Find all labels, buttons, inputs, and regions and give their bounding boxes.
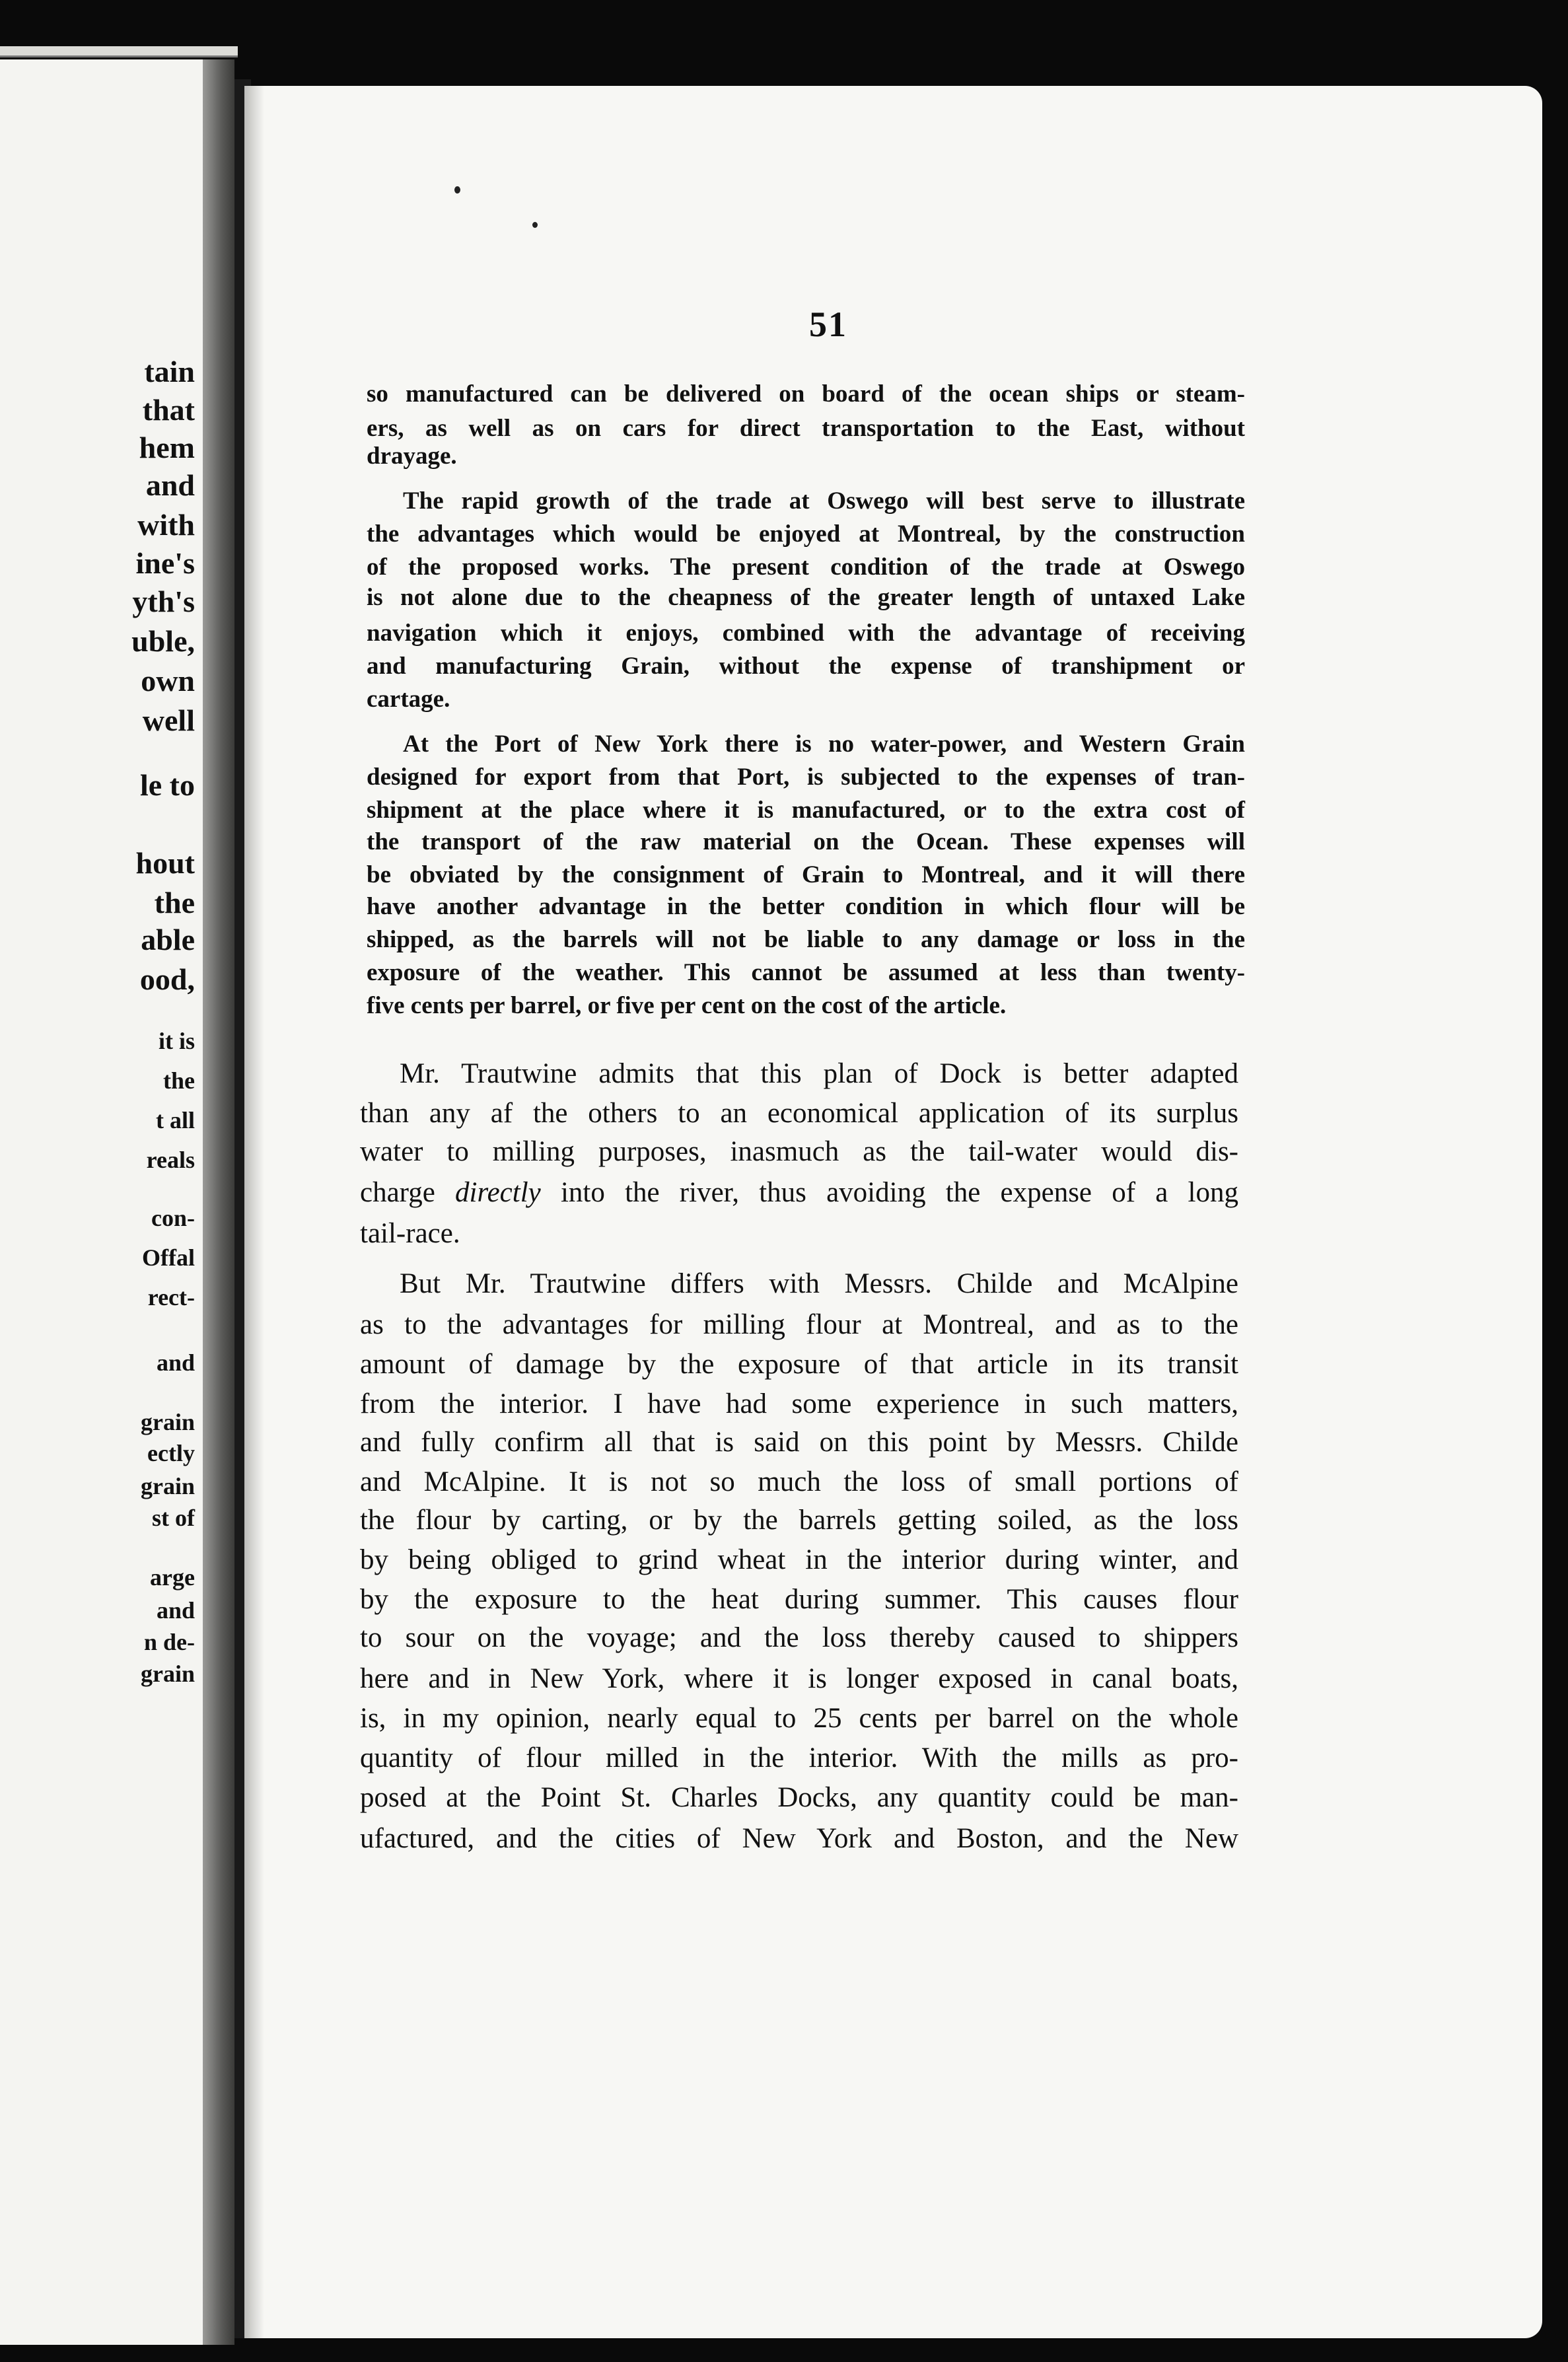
previous-page-line: own bbox=[141, 664, 195, 698]
body-text-line: Mr. Trautwine admits that this plan of Dock is better adapted bbox=[400, 1058, 1238, 1089]
body-text-line: by the exposure to the heat during summer. This causes flour bbox=[360, 1584, 1238, 1615]
body-text-line: the flour by carting, or by the barrels getting soiled, as the loss bbox=[360, 1505, 1238, 1536]
previous-page-line: that bbox=[142, 393, 195, 427]
previous-page-line: grain bbox=[140, 1661, 195, 1687]
quoted-passage-line: ers, as well as on cars for direct transportation to the East, without bbox=[367, 415, 1245, 442]
previous-page-line: yth's bbox=[132, 585, 195, 618]
previous-page-line: it is bbox=[158, 1028, 195, 1054]
quoted-passage-line: is not alone due to the cheapness of the greater length of untaxed Lake bbox=[367, 584, 1245, 611]
body-text-line: tail-race. bbox=[360, 1218, 460, 1249]
previous-page-line: grain bbox=[140, 1409, 195, 1435]
body-text-line: amount of damage by the exposure of that article in its transit bbox=[360, 1349, 1238, 1380]
quoted-passage-line: the transport of the raw material on the Ocean. These expenses will bbox=[367, 828, 1245, 855]
previous-page-line: reals bbox=[146, 1147, 195, 1173]
previous-page-line: and bbox=[156, 1597, 195, 1624]
binding-shadow bbox=[203, 59, 234, 2345]
previous-page-line: the bbox=[163, 1067, 195, 1094]
quoted-passage-line: of the proposed works. The present condition of the trade at Oswego bbox=[367, 554, 1245, 581]
body-text-line: charge directly into the river, thus avoiding the expense of a long bbox=[360, 1177, 1238, 1208]
body-text-line: and fully confirm all that is said on this point by Messrs. Childe bbox=[360, 1427, 1238, 1458]
previous-page-line: with bbox=[137, 508, 195, 542]
previous-page-line: and bbox=[145, 468, 195, 502]
ink-speck bbox=[532, 222, 538, 228]
quoted-passage-line: designed for export from that Port, is subjected to the expenses of tran- bbox=[367, 764, 1245, 791]
ink-speck bbox=[454, 186, 460, 194]
previous-page-line: hout bbox=[135, 846, 195, 880]
previous-page-line: uble, bbox=[131, 624, 195, 658]
previous-page-line: the bbox=[154, 886, 195, 919]
body-text-line: as to the advantages for milling flour at Montreal, and as to the bbox=[360, 1309, 1238, 1340]
previous-page-line: well bbox=[142, 703, 195, 737]
previous-page-line: le to bbox=[139, 768, 195, 802]
previous-page-line: arge bbox=[150, 1564, 195, 1591]
quoted-passage-line: five cents per barrel, or five per cent on the cost of the article. bbox=[367, 992, 1007, 1019]
body-text-line: by being obliged to grind wheat in the interior during winter, and bbox=[360, 1544, 1238, 1575]
previous-page-line: ectly bbox=[147, 1440, 195, 1466]
previous-page-line: Offal bbox=[142, 1244, 195, 1271]
previous-page-line: grain bbox=[140, 1473, 195, 1499]
body-text-line: posed at the Point St. Charles Docks, any quantity could be man- bbox=[360, 1782, 1238, 1813]
quoted-passage-line: drayage. bbox=[367, 443, 457, 470]
previous-page-line: tain bbox=[144, 355, 195, 388]
quoted-passage-line: navigation which it enjoys, combined with the advantage of receiving bbox=[367, 620, 1245, 647]
book-edge bbox=[0, 46, 238, 57]
quoted-passage-line: At the Port of New York there is no water-power, and Western Grain bbox=[403, 731, 1245, 758]
previous-page-line: and bbox=[156, 1349, 195, 1376]
previous-page-line: hem bbox=[139, 431, 195, 464]
quoted-passage-line: the advantages which would be enjoyed at Montreal, by the construction bbox=[367, 520, 1245, 548]
body-text-line: from the interior. I have had some experience in such matters, bbox=[360, 1388, 1238, 1419]
previous-page-line: ine's bbox=[135, 546, 195, 580]
quoted-passage-line: cartage. bbox=[367, 686, 450, 713]
quoted-passage-line: shipped, as the barrels will not be liable to any damage or loss in the bbox=[367, 926, 1245, 953]
previous-page-line: st of bbox=[152, 1505, 195, 1531]
previous-page-line: ood, bbox=[139, 962, 195, 996]
previous-page-line: able bbox=[141, 923, 195, 956]
previous-page-line: con- bbox=[151, 1205, 195, 1231]
body-text-line: But Mr. Trautwine differs with Messrs. Childe and McAlpine bbox=[400, 1268, 1238, 1299]
quoted-passage-line: and manufacturing Grain, without the expense of transhipment or bbox=[367, 653, 1245, 680]
page-number: 51 bbox=[809, 304, 847, 344]
quoted-passage-line: be obviated by the consignment of Grain to Montreal, and it will there bbox=[367, 861, 1245, 888]
quoted-passage-line: The rapid growth of the trade at Oswego will best serve to illustrate bbox=[403, 487, 1245, 515]
body-text-line: than any af the others to an economical application of its surplus bbox=[360, 1098, 1238, 1129]
previous-page bbox=[0, 59, 234, 2345]
previous-page-line: t all bbox=[156, 1107, 195, 1133]
previous-page-line: n de- bbox=[143, 1629, 195, 1655]
quoted-passage-line: shipment at the place where it is manufactured, or to the extra cost of bbox=[367, 797, 1245, 824]
quoted-passage-line: have another advantage in the better condition in which flour will be bbox=[367, 893, 1245, 920]
body-text-line: water to milling purposes, inasmuch as the tail-water would dis- bbox=[360, 1136, 1238, 1167]
body-text-line: and McAlpine. It is not so much the loss of small portions of bbox=[360, 1466, 1238, 1497]
body-text-line: to sour on the voyage; and the loss thereby caused to shippers bbox=[360, 1622, 1238, 1653]
quoted-passage-line: exposure of the weather. This cannot be assumed at less than twenty- bbox=[367, 959, 1245, 986]
quoted-passage-line: so manufactured can be delivered on board of the ocean ships or steam- bbox=[367, 380, 1245, 408]
body-text-line: is, in my opinion, nearly equal to 25 cents per barrel on the whole bbox=[360, 1703, 1238, 1734]
previous-page-line: rect- bbox=[147, 1284, 195, 1310]
body-text-line: ufactured, and the cities of New York and Boston, and the New bbox=[360, 1823, 1238, 1854]
spine-shade bbox=[244, 86, 264, 2338]
body-text-line: here and in New York, where it is longer exposed in canal boats, bbox=[360, 1663, 1238, 1694]
body-text-line: quantity of flour milled in the interior. With the mills as pro- bbox=[360, 1742, 1238, 1773]
